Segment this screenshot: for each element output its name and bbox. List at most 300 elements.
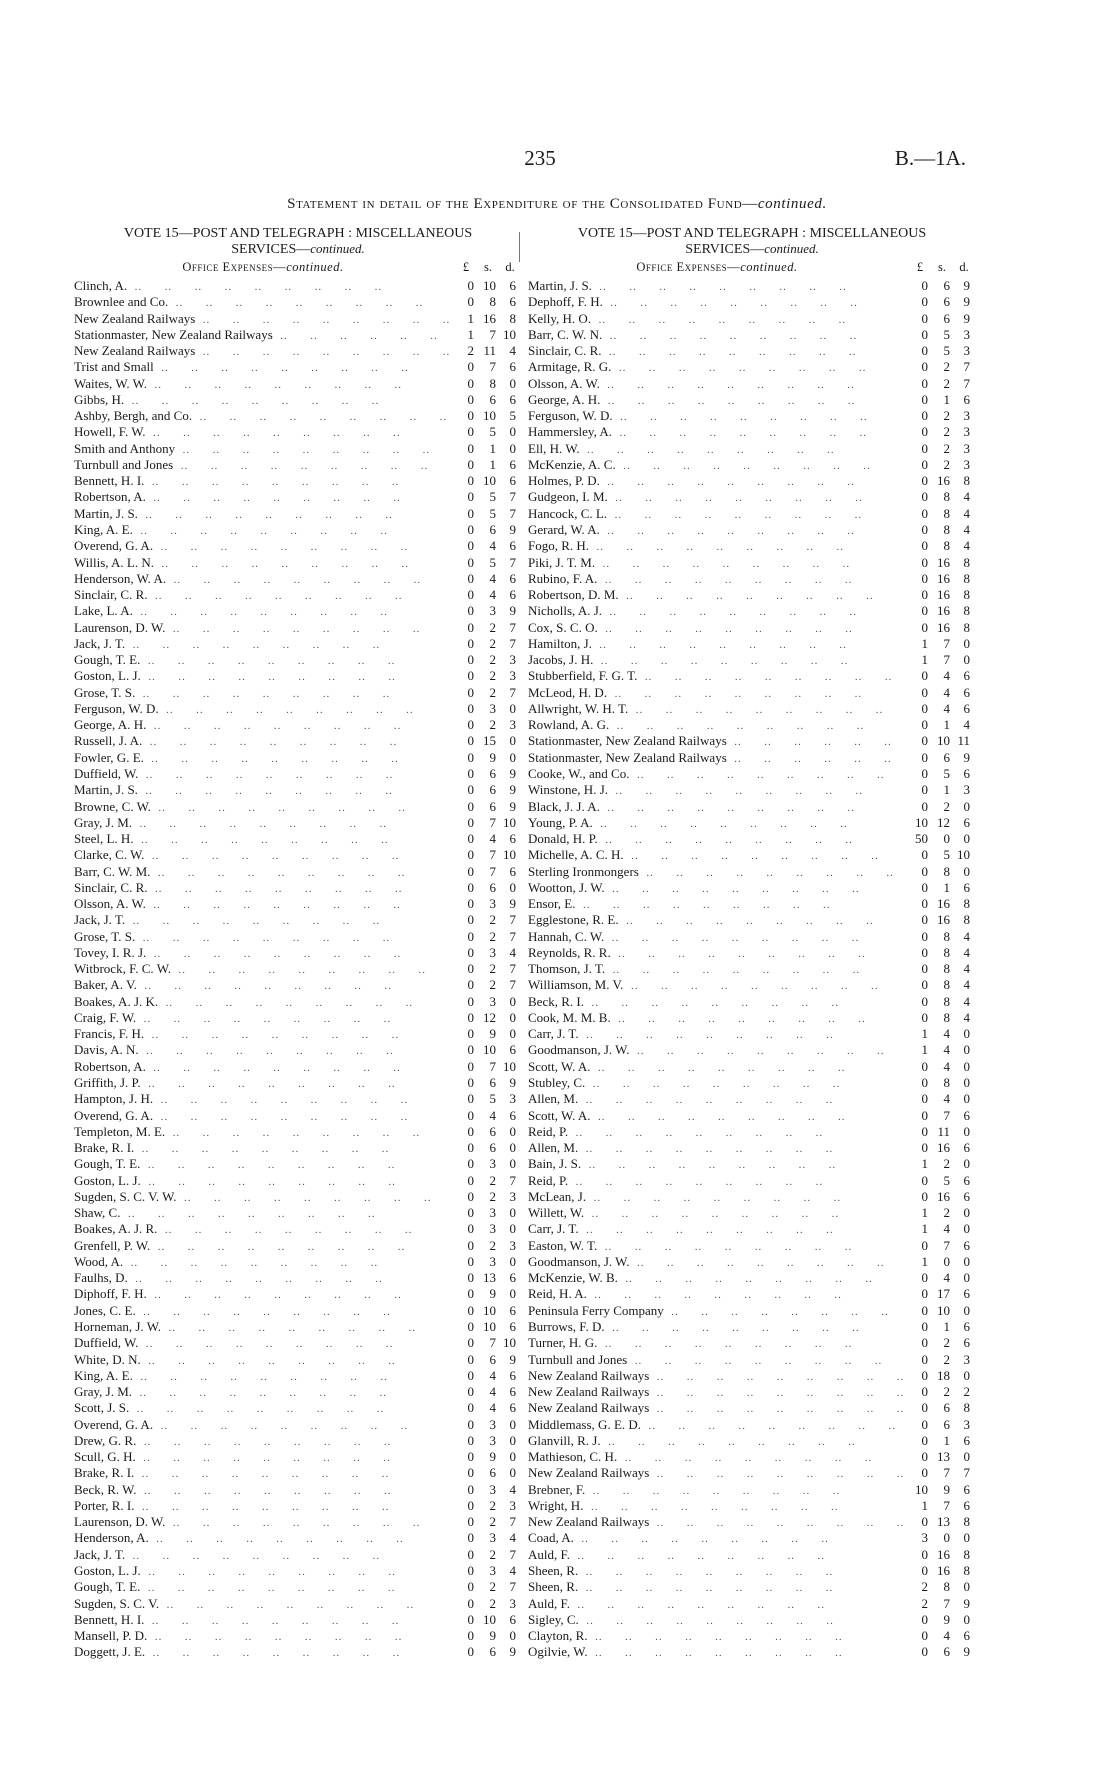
amount-shillings: 9	[489, 1628, 496, 1644]
amount-pence: 6	[963, 1140, 970, 1156]
amount-pence: 6	[963, 700, 970, 716]
amount-pence: 9	[509, 521, 516, 537]
payee-name: Olsson, A. W. ..	[528, 376, 906, 393]
amount-pounds: 0	[467, 1530, 474, 1546]
payee-name: George, A. H. ..	[74, 717, 452, 734]
amount-pence: 0	[963, 1270, 970, 1286]
amount-pence: 6	[963, 1188, 970, 1204]
amount-shillings: 10	[483, 1302, 496, 1318]
amount-pence: 4	[963, 944, 970, 960]
expense-row	[528, 1205, 976, 1221]
amount-pounds: 0	[921, 684, 928, 700]
payee-name: Dephoff, F. H. ..	[528, 294, 906, 311]
amount-pence: 6	[963, 814, 970, 830]
amount-shillings: 2	[943, 456, 950, 472]
amount-shillings: 2	[943, 375, 950, 391]
amount-shillings: 16	[937, 1562, 950, 1578]
amount-pence: 9	[509, 1351, 516, 1367]
payee-name: Jacobs, J. H. ..	[528, 652, 906, 669]
title-suffix: continued.	[757, 196, 827, 212]
amount-pounds: 0	[921, 489, 928, 505]
amount-pence: 3	[509, 1497, 516, 1513]
amount-shillings: 2	[943, 424, 950, 440]
vote-heading-services: SERVICES—	[231, 242, 311, 257]
expense-row	[528, 506, 976, 522]
payee-name: Trist and Small ..	[74, 359, 452, 376]
expense-row	[528, 880, 976, 896]
amount-pence: 9	[509, 782, 516, 798]
payee-name: New Zealand Railways ..	[528, 1384, 906, 1401]
expense-row	[528, 1124, 976, 1140]
payee-name: McKenzie, W. B. ..	[528, 1270, 906, 1287]
expense-row	[74, 1059, 522, 1075]
section-title-suffix: continued.	[740, 260, 798, 274]
payee-name: New Zealand Railways ..	[74, 343, 452, 360]
amount-shillings: 5	[943, 765, 950, 781]
amount-pounds: 0	[921, 473, 928, 489]
amount-pounds: 0	[921, 1270, 928, 1286]
expense-row	[528, 945, 976, 961]
amount-pounds: 0	[467, 375, 474, 391]
amount-pence: 6	[963, 1286, 970, 1302]
expense-row	[528, 961, 976, 977]
expense-row	[528, 1628, 976, 1644]
amount-shillings: 4	[943, 1270, 950, 1286]
expense-row	[528, 1286, 976, 1302]
amount-pounds: 0	[467, 1188, 474, 1204]
amount-pence: 7	[509, 977, 516, 993]
payee-name: Shaw, C. ..	[74, 1205, 452, 1222]
expense-row	[74, 994, 522, 1010]
amount-pence: 0	[963, 1026, 970, 1042]
amount-pence: 0	[963, 1611, 970, 1627]
payee-name: Easton, W. T. ..	[528, 1238, 906, 1255]
amount-shillings: 6	[489, 521, 496, 537]
amount-pounds: 0	[467, 1140, 474, 1156]
amount-pounds: 3	[921, 1530, 928, 1546]
amount-pounds: 10	[915, 1481, 928, 1497]
expense-row	[74, 815, 522, 831]
amount-pence: 0	[509, 1026, 516, 1042]
payee-name: Allen, M. ..	[528, 1091, 906, 1108]
amount-pounds: 0	[467, 847, 474, 863]
payee-name: Peninsula Ferry Company ..	[528, 1303, 906, 1320]
amount-shillings: 8	[943, 521, 950, 537]
pence-header: d.	[959, 260, 969, 274]
amount-pence: 7	[509, 505, 516, 521]
section-title	[528, 260, 906, 275]
amount-pounds: 0	[467, 1351, 474, 1367]
amount-pence: 8	[963, 1546, 970, 1562]
amount-pounds: 0	[467, 391, 474, 407]
payee-name: Hamilton, J. ..	[528, 636, 906, 653]
payee-name: Laurenson, D. W. ..	[74, 620, 452, 637]
amount-pounds: 0	[921, 1009, 928, 1025]
expense-row	[74, 847, 522, 863]
amount-pence: 8	[963, 896, 970, 912]
amount-pounds: 0	[921, 1449, 928, 1465]
expense-row	[528, 831, 976, 847]
amount-pounds: 0	[467, 782, 474, 798]
amount-pence: 3	[963, 424, 970, 440]
amount-pounds: 0	[467, 717, 474, 733]
amount-pence: 0	[963, 831, 970, 847]
amount-pounds: 1	[921, 1221, 928, 1237]
expense-row	[74, 701, 522, 717]
amount-shillings: 3	[489, 896, 496, 912]
amount-shillings: 3	[489, 1205, 496, 1221]
expense-row	[74, 652, 522, 668]
payee-name: Goodmanson, J. W. ..	[528, 1254, 906, 1271]
expense-row	[74, 603, 522, 619]
amount-shillings: 2	[943, 798, 950, 814]
payee-name: Rubino, F. A. ..	[528, 571, 906, 588]
expense-row	[528, 896, 976, 912]
expense-row	[74, 359, 522, 375]
expense-row	[528, 1189, 976, 1205]
amount-pounds: 0	[467, 1026, 474, 1042]
amount-pounds: 0	[467, 831, 474, 847]
expense-row	[74, 864, 522, 880]
amount-shillings: 2	[489, 1579, 496, 1595]
amount-pence: 7	[963, 359, 970, 375]
amount-pence: 0	[963, 1367, 970, 1383]
expense-row	[528, 311, 976, 327]
expense-row	[528, 571, 976, 587]
amount-pounds: 0	[467, 961, 474, 977]
payee-name: Donald, H. P. ..	[528, 831, 906, 848]
amount-shillings: 3	[489, 1156, 496, 1172]
amount-shillings: 4	[489, 1400, 496, 1416]
amount-pence: 9	[509, 896, 516, 912]
payee-name: Egglestone, R. E. ..	[528, 912, 906, 929]
amount-shillings: 6	[943, 1644, 950, 1660]
amount-pounds: 0	[467, 1009, 474, 1025]
amount-shillings: 1	[943, 1432, 950, 1448]
amount-pence: 6	[963, 765, 970, 781]
amount-pounds: 0	[467, 294, 474, 310]
expense-row	[74, 685, 522, 701]
amount-shillings: 1	[489, 440, 496, 456]
amount-shillings: 7	[489, 863, 496, 879]
amount-pence: 9	[963, 294, 970, 310]
amount-pence: 2	[963, 1384, 970, 1400]
amount-shillings: 1	[943, 782, 950, 798]
amount-pence: 7	[509, 554, 516, 570]
payee-name: Auld, F. ..	[528, 1596, 906, 1613]
amount-pence: 0	[963, 863, 970, 879]
amount-pence: 0	[509, 700, 516, 716]
payee-name: Sinclair, C. R. ..	[74, 880, 452, 897]
amount-shillings: 9	[489, 749, 496, 765]
amount-pounds: 0	[921, 668, 928, 684]
payee-name: Carr, J. T. ..	[528, 1026, 906, 1043]
amount-pounds: 0	[921, 977, 928, 993]
expense-row	[74, 489, 522, 505]
payee-name: Sheen, R. ..	[528, 1563, 906, 1580]
amount-pence: 3	[509, 717, 516, 733]
expense-row	[74, 1644, 522, 1660]
amount-shillings: 3	[489, 1530, 496, 1546]
amount-pounds: 0	[467, 1172, 474, 1188]
payee-name: Duffield, W. ..	[74, 766, 452, 783]
expense-row	[74, 1108, 522, 1124]
payee-name: Sugden, S. C. V. W. ..	[74, 1189, 452, 1206]
amount-pence: 0	[963, 1091, 970, 1107]
payee-name: Reid, H. A. ..	[528, 1286, 906, 1303]
amount-shillings: 6	[489, 1123, 496, 1139]
payee-name: McLean, J. ..	[528, 1189, 906, 1206]
amount-pounds: 0	[467, 993, 474, 1009]
payee-name: Kelly, H. O. ..	[528, 311, 906, 328]
amount-pence: 3	[509, 1091, 516, 1107]
amount-pounds: 0	[467, 1075, 474, 1091]
amount-pence: 9	[963, 1644, 970, 1660]
amount-pounds: 0	[921, 1319, 928, 1334]
section-heading	[74, 260, 522, 278]
payee-name: Stubley, C. ..	[528, 1075, 906, 1092]
amount-pounds: 2	[921, 1579, 928, 1595]
payee-name: New Zealand Railways ..	[528, 1465, 906, 1482]
payee-name: Turner, H. G. ..	[528, 1335, 906, 1352]
amount-shillings: 0	[943, 831, 950, 847]
payee-name: Armitage, R. G. ..	[528, 359, 906, 376]
payee-name: Robertson, D. M. ..	[528, 587, 906, 604]
amount-pounds: 0	[467, 1546, 474, 1562]
amount-pence: 0	[963, 798, 970, 814]
payee-name: Griffith, J. P. ..	[74, 1075, 452, 1092]
amount-pence: 0	[963, 1058, 970, 1074]
vote-heading-suffix: continued.	[310, 241, 365, 256]
amount-pence: 8	[963, 603, 970, 619]
amount-pounds: 0	[467, 1058, 474, 1074]
amount-pence: 6	[509, 1270, 516, 1286]
amount-pence: 9	[509, 603, 516, 619]
amount-pounds: 0	[467, 977, 474, 993]
amount-shillings: 5	[489, 1091, 496, 1107]
payee-name: Bennett, H. I. ..	[74, 473, 452, 490]
amount-pence: 4	[509, 1481, 516, 1497]
amount-pence: 3	[963, 1416, 970, 1432]
expense-row	[528, 1596, 976, 1612]
expense-row	[74, 1156, 522, 1172]
amount-pounds: 1	[921, 652, 928, 668]
amount-pence: 9	[963, 749, 970, 765]
amount-pence: 3	[963, 440, 970, 456]
amount-pence: 7	[509, 1579, 516, 1595]
amount-pounds: 1	[921, 1205, 928, 1221]
amount-shillings: 8	[943, 1579, 950, 1595]
expense-row	[74, 522, 522, 538]
expense-row	[74, 1270, 522, 1286]
amount-shillings: 1	[943, 879, 950, 895]
amount-pence: 6	[963, 879, 970, 895]
payee-name: Wright, H. ..	[528, 1498, 906, 1515]
payee-name: Bennett, H. I. ..	[74, 1612, 452, 1629]
amount-shillings: 2	[489, 684, 496, 700]
vote-heading-suffix: continued.	[764, 241, 819, 256]
amount-pence: 6	[963, 684, 970, 700]
expense-row	[528, 424, 976, 440]
expense-row	[528, 1400, 976, 1416]
payee-name: Winstone, H. J. ..	[528, 782, 906, 799]
expense-row	[528, 1091, 976, 1107]
expense-row	[74, 1140, 522, 1156]
expense-row	[74, 1400, 522, 1416]
amount-shillings: 7	[943, 1497, 950, 1513]
expense-row	[528, 343, 976, 359]
amount-pounds: 0	[921, 603, 928, 619]
amount-pounds: 0	[921, 765, 928, 781]
amount-pounds: 0	[921, 863, 928, 879]
amount-pounds: 0	[921, 375, 928, 391]
expense-row	[528, 1319, 976, 1335]
expense-row	[74, 1173, 522, 1189]
amount-pence: 0	[509, 749, 516, 765]
amount-shillings: 8	[943, 505, 950, 521]
amount-shillings: 16	[937, 603, 950, 619]
payee-name: Diphoff, F. H. ..	[74, 1286, 452, 1303]
amount-pence: 7	[509, 1514, 516, 1530]
payee-name: Robertson, A. ..	[74, 1059, 452, 1076]
amount-pounds: 0	[921, 1091, 928, 1107]
payee-name: Reynolds, R. R. ..	[528, 945, 906, 962]
amount-pence: 0	[509, 1628, 516, 1644]
amount-pounds: 0	[467, 505, 474, 521]
amount-pence: 3	[509, 1237, 516, 1253]
amount-pence: 6	[509, 831, 516, 847]
amount-pounds: 0	[467, 1156, 474, 1172]
payee-name: Gough, T. E. ..	[74, 652, 452, 669]
amount-pounds: 0	[467, 1286, 474, 1302]
payee-name: Overend, G. A. ..	[74, 1108, 452, 1125]
amount-pence: 4	[963, 977, 970, 993]
amount-pounds: 0	[921, 310, 928, 326]
expense-row	[74, 506, 522, 522]
payee-name: Rowland, A. G. ..	[528, 717, 906, 734]
payee-name: Browne, C. W. ..	[74, 799, 452, 816]
payee-name: Williamson, M. V. ..	[528, 977, 906, 994]
amount-shillings: 9	[943, 1611, 950, 1627]
expense-row	[528, 1384, 976, 1400]
expense-row	[74, 1221, 522, 1237]
amount-shillings: 7	[943, 1237, 950, 1253]
payee-name: Ensor, E. ..	[528, 896, 906, 913]
payee-name: Gray, J. M. ..	[74, 815, 452, 832]
amount-shillings: 10	[937, 733, 950, 749]
amount-shillings: 8	[943, 1075, 950, 1091]
amount-shillings: 5	[943, 1172, 950, 1188]
amount-pounds: 1	[921, 1156, 928, 1172]
payee-name: Craig, F. W. ..	[74, 1010, 452, 1027]
amount-pounds: 1	[921, 1497, 928, 1513]
amount-shillings: 2	[489, 1595, 496, 1611]
payee-name: Cooke, W., and Co. ..	[528, 766, 906, 783]
payee-name: Stationmaster, New Zealand Railways ..	[528, 750, 906, 767]
amount-shillings: 1	[943, 717, 950, 733]
amount-pounds: 0	[921, 554, 928, 570]
amount-pounds: 0	[467, 798, 474, 814]
amount-pounds: 0	[921, 1611, 928, 1627]
amount-shillings: 2	[489, 635, 496, 651]
amount-pence: 9	[509, 765, 516, 781]
expense-row	[74, 1010, 522, 1026]
amount-pounds: 0	[921, 278, 928, 293]
amount-pence: 7	[509, 619, 516, 635]
payee-name: Steel, L. H. ..	[74, 831, 452, 848]
payee-name: Henderson, W. A. ..	[74, 571, 452, 588]
amount-pounds: 0	[921, 733, 928, 749]
shillings-header: s.	[484, 260, 492, 274]
expense-row	[74, 1319, 522, 1335]
payee-name: Grenfell, P. W. ..	[74, 1238, 452, 1255]
payee-name: Lake, L. A. ..	[74, 603, 452, 620]
expense-row	[74, 408, 522, 424]
amount-pence: 6	[963, 1319, 970, 1334]
section-title-text: Office Expenses—	[636, 260, 741, 274]
expense-row	[528, 587, 976, 603]
amount-shillings: 8	[943, 538, 950, 554]
expense-row	[74, 668, 522, 684]
amount-pence: 0	[963, 1123, 970, 1139]
amount-shillings: 8	[943, 993, 950, 1009]
payee-name: Cox, S. C. O. ..	[528, 620, 906, 637]
payee-name: Sterling Ironmongers ..	[528, 864, 906, 881]
amount-shillings: 9	[943, 1481, 950, 1497]
left-column	[74, 226, 522, 1661]
amount-pounds: 0	[467, 603, 474, 619]
payee-name: Thomson, J. T. ..	[528, 961, 906, 978]
expense-row	[528, 766, 976, 782]
expense-row	[74, 1482, 522, 1498]
amount-pounds: 0	[467, 1335, 474, 1351]
expense-row	[74, 376, 522, 392]
expense-row	[74, 424, 522, 440]
amount-pounds: 0	[467, 424, 474, 440]
amount-shillings: 3	[489, 1432, 496, 1448]
amount-shillings: 4	[943, 668, 950, 684]
amount-shillings: 16	[937, 896, 950, 912]
amount-shillings: 2	[943, 1351, 950, 1367]
vote-heading-line2	[528, 241, 976, 257]
payee-name: King, A. E. ..	[74, 522, 452, 539]
amount-pence: 0	[509, 1140, 516, 1156]
expense-row	[74, 392, 522, 408]
payee-name: Boakes, A. J. R. ..	[74, 1221, 452, 1238]
amount-pounds: 0	[921, 1384, 928, 1400]
payee-name: Olsson, A. W. ..	[74, 896, 452, 913]
amount-shillings: 16	[483, 310, 496, 326]
payee-name: Barr, C. W. M. ..	[74, 864, 452, 881]
expense-row	[74, 1352, 522, 1368]
expense-row	[74, 1335, 522, 1351]
amount-shillings: 2	[943, 359, 950, 375]
expense-row	[74, 1498, 522, 1514]
amount-pounds: 0	[921, 1302, 928, 1318]
expense-row	[74, 441, 522, 457]
amount-pence: 3	[963, 326, 970, 342]
expense-row	[528, 294, 976, 310]
amount-shillings: 2	[489, 717, 496, 733]
amount-shillings: 5	[943, 343, 950, 359]
amount-shillings: 5	[489, 554, 496, 570]
amount-shillings: 2	[489, 977, 496, 993]
expense-row	[528, 1612, 976, 1628]
payee-name: Smith and Anthony ..	[74, 441, 452, 458]
expense-row	[74, 831, 522, 847]
amount-pence: 8	[963, 1400, 970, 1416]
expense-row	[74, 1124, 522, 1140]
